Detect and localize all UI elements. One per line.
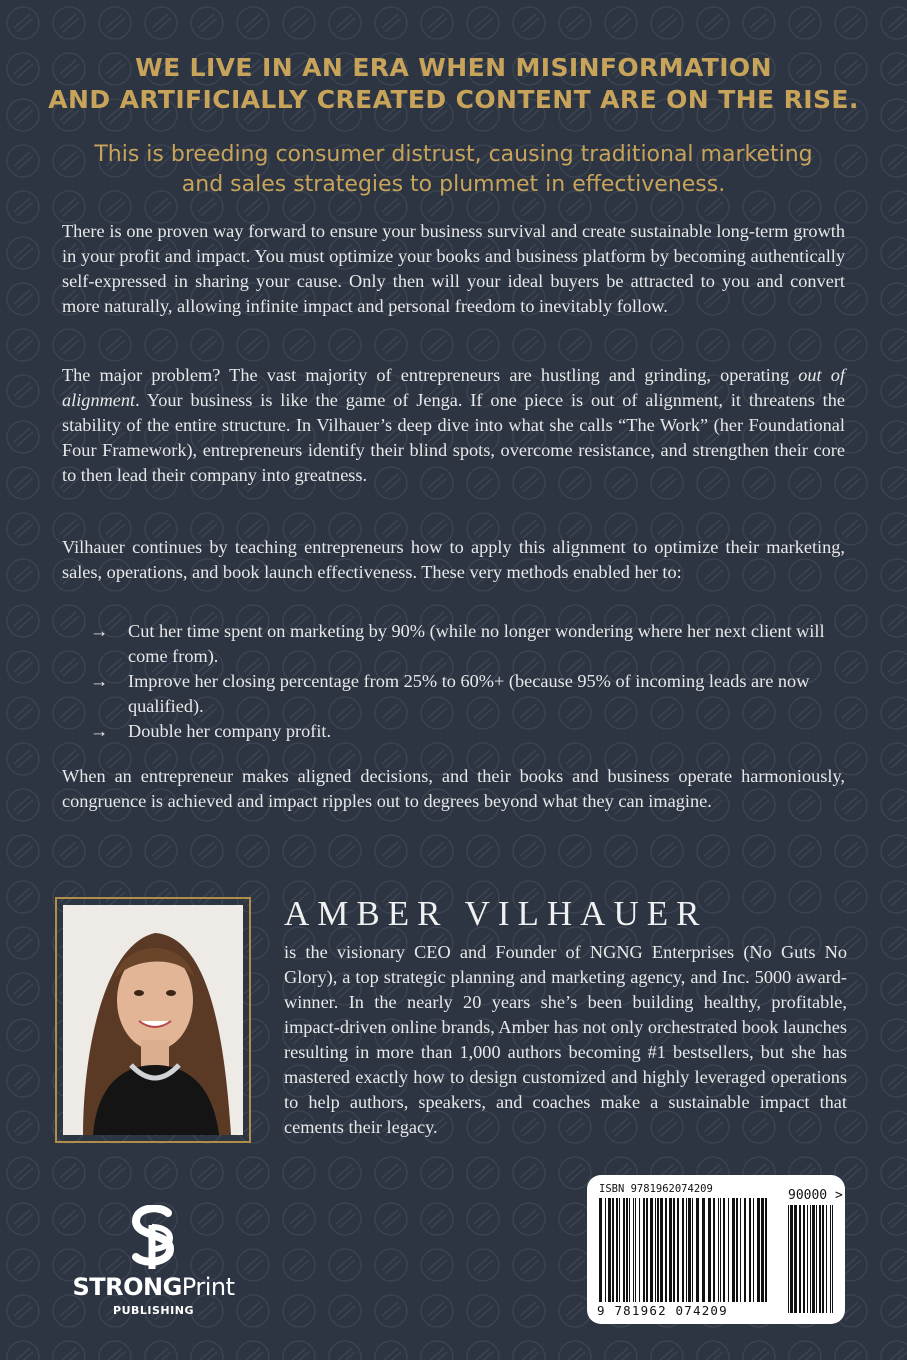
publisher-monogram-icon [126, 1205, 182, 1271]
publisher-wordmark-regular: Print [181, 1273, 235, 1301]
publisher-wordmark [56, 1273, 251, 1301]
author-photo-frame [55, 897, 251, 1143]
barcode-digits: 9 781962 074209 [597, 1303, 728, 1318]
results-list [62, 619, 845, 744]
list-item-text: Cut her time spent on marketing by 90% (while no longer wondering where her next client will come from). [128, 621, 825, 666]
paragraph-problem-start: The major problem? The vast majority of entrepreneurs are hustling and grinding, operating [62, 365, 799, 385]
subheadline [40, 140, 867, 200]
publisher-subtitle: PUBLISHING [113, 1304, 194, 1317]
author-bio: is the visionary CEO and Founder of NGNG Enterprises (No Guts No Glory), a top strategic planning and marketing agency, and Inc. 5000 award-winner. In the nearly 20 years she’s been building healthy, profitable, impact-driven online brands, Amber has not only orchestrated book launches resulting in more than 1,000 authors becoming #1 bestsellers, but she has mastered exactly how to design customized and highly leveraged operations to help authors, speakers, and coaches make a sustainable impact that cements their legacy. [284, 942, 847, 1137]
headline [40, 52, 867, 116]
list-item [62, 619, 845, 669]
list-item [62, 669, 845, 719]
list-item-text: Improve her closing percentage from 25% to 60%+ (because 95% of incoming leads are now qualified). [128, 671, 810, 716]
paragraph-problem-end: . Your business is like the game of Jenga. If one piece is out of alignment, it threatens the stability of the entire structure. In Vilhauer’s deep dive into what she calls “The Work” (her Foundational Four Framework), entrepreneurs identify their blind spots, overcome resistance, and strengthen their core to then lead their company into greatness. [62, 390, 845, 485]
paragraph-methods: Vilhauer continues by teaching entrepreneurs how to apply this alignment to optimize their marketing, sales, operations, and book launch effectiveness. These very methods enabled her to: [62, 537, 845, 582]
paragraph-problem-emphasis: out of alignment [62, 365, 845, 410]
price-barcode-bars [788, 1205, 834, 1313]
author-photo [63, 905, 243, 1135]
arrow-right-icon: → [90, 621, 109, 641]
barcode-bars [599, 1198, 767, 1302]
paragraph-problem [62, 363, 845, 488]
list-item-text: Double her company profit. [128, 721, 332, 741]
publisher-wordmark-bold: STRONG [72, 1273, 182, 1301]
publisher-logo [56, 1205, 251, 1325]
arrow-right-icon: → [90, 671, 109, 691]
subheadline-line-1: This is breeding consumer distrust, causing traditional marketing [94, 142, 813, 167]
price-code: 90000 > [788, 1188, 843, 1203]
subheadline-line-2: and sales strategies to plummet in effectiveness. [181, 172, 726, 197]
paragraph-intro: There is one proven way forward to ensure your business survival and create sustainable long-term growth in your profit and impact. You must optimize your books and business platform by becoming authentically self-expressed in sharing your cause. Only then will your ideal buyers be attracted to you and convert more naturally, allowing infinite impact and personal freedom to inevitably follow. [62, 221, 845, 316]
paragraph-conclusion: When an entrepreneur makes aligned decisions, and their books and business operate harmoniously, congruence is achieved and impact ripples out to degrees beyond what they can imagine. [62, 766, 845, 811]
arrow-right-icon: → [90, 721, 109, 741]
list-item [62, 719, 845, 744]
author-name: AMBER VILHAUER [284, 894, 708, 933]
isbn-label: ISBN 9781962074209 [599, 1183, 713, 1195]
headline-line-2: AND ARTIFICIALLY CREATED CONTENT ARE ON THE RISE. [48, 85, 859, 114]
isbn-barcode [587, 1175, 845, 1324]
headline-line-1: WE LIVE IN AN ERA WHEN MISINFORMATION [135, 53, 772, 82]
